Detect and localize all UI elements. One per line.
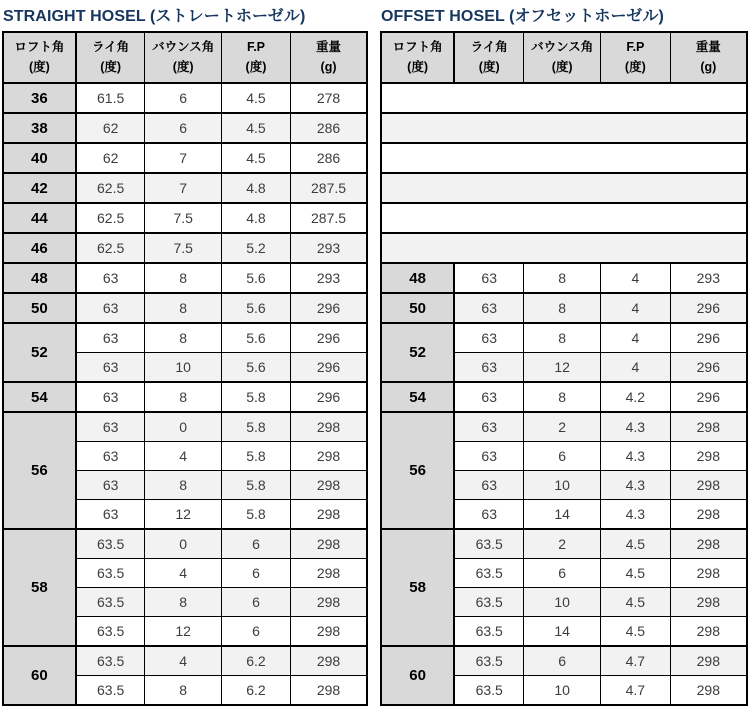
- empty-row: [381, 143, 747, 173]
- spec-cell-bounce: 8: [524, 293, 601, 323]
- column-header-bounce: [524, 32, 601, 83]
- spec-cell-fp: 4.5: [221, 143, 290, 173]
- spec-cell-bounce: 10: [524, 676, 601, 706]
- spec-row: [3, 646, 367, 676]
- empty-row: [381, 83, 747, 113]
- spec-cell-fp: 5.8: [221, 471, 290, 500]
- spec-cell-bounce: 8: [145, 676, 221, 706]
- spec-row: [3, 113, 367, 143]
- spec-cell-lie: 63.5: [454, 617, 524, 647]
- spec-cell-fp: 4.5: [221, 83, 290, 113]
- spec-cell-weight: 298: [670, 676, 747, 706]
- spec-row: [3, 412, 367, 442]
- spec-cell-lie: 63: [454, 353, 524, 383]
- spec-cell-fp: 5.6: [221, 263, 290, 293]
- spec-cell-weight: 298: [670, 529, 747, 559]
- spec-cell-weight: 298: [670, 412, 747, 442]
- spec-row: [3, 233, 367, 263]
- spec-cell-lie: 63: [454, 382, 524, 412]
- column-header-loft: [381, 32, 454, 83]
- column-header-fp: [221, 32, 290, 83]
- spec-cell-fp: 5.6: [221, 293, 290, 323]
- spec-cell-bounce: 0: [145, 529, 221, 559]
- empty-row-cell: [381, 173, 747, 203]
- spec-row: [3, 143, 367, 173]
- spec-cell-weight: 298: [291, 646, 367, 676]
- column-unit: (度): [100, 60, 122, 74]
- spec-row: [3, 263, 367, 293]
- spec-cell-bounce: 8: [524, 263, 601, 293]
- spec-cell-bounce: 8: [145, 588, 221, 617]
- column-header-weight: [291, 32, 367, 83]
- empty-row-cell: [381, 113, 747, 143]
- spec-cell-fp: 6: [221, 529, 290, 559]
- column-label: ライ角: [470, 40, 508, 54]
- spec-cell-lie: 62: [76, 143, 145, 173]
- spec-cell-weight: 298: [670, 442, 747, 471]
- spec-cell-weight: 298: [670, 646, 747, 676]
- loft-cell: 46: [3, 233, 76, 263]
- spec-cell-weight: 298: [291, 412, 367, 442]
- column-label: 重量: [695, 40, 721, 54]
- column-label: F.P: [246, 40, 265, 54]
- spec-row: [3, 293, 367, 323]
- spec-cell-bounce: 12: [524, 353, 601, 383]
- spec-row: [3, 323, 367, 353]
- spec-cell-bounce: 6: [145, 83, 221, 113]
- spec-cell-lie: 63.5: [454, 559, 524, 588]
- column-header-fp: [601, 32, 671, 83]
- spec-cell-weight: 296: [291, 293, 367, 323]
- spec-cell-weight: 296: [291, 323, 367, 353]
- spec-cell-bounce: 7: [145, 173, 221, 203]
- spec-row: [3, 382, 367, 412]
- spec-cell-lie: 62.5: [76, 233, 145, 263]
- spec-cell-fp: 5.6: [221, 353, 290, 383]
- spec-cell-bounce: 8: [145, 471, 221, 500]
- spec-row: [3, 173, 367, 203]
- spec-cell-lie: 63: [454, 293, 524, 323]
- loft-cell: 52: [381, 323, 454, 382]
- column-unit: (度): [172, 60, 194, 74]
- column-unit: (度): [624, 60, 646, 74]
- spec-cell-bounce: 8: [145, 263, 221, 293]
- column-label: ロフト角: [14, 40, 65, 54]
- spec-cell-weight: 296: [670, 353, 747, 383]
- column-unit: (度): [478, 60, 500, 74]
- spec-row: [381, 263, 747, 293]
- spec-cell-weight: 298: [291, 559, 367, 588]
- spec-cell-weight: 296: [670, 382, 747, 412]
- loft-cell: 58: [381, 529, 454, 646]
- spec-cell-weight: 287.5: [291, 173, 367, 203]
- loft-cell: 56: [3, 412, 76, 529]
- straight-hosel-table: [2, 31, 368, 706]
- loft-cell: 54: [381, 382, 454, 412]
- spec-cell-fp: 6.2: [221, 646, 290, 676]
- spec-cell-lie: 62.5: [76, 203, 145, 233]
- spec-cell-bounce: 8: [524, 323, 601, 353]
- loft-cell: 60: [3, 646, 76, 705]
- spec-cell-fp: 4.8: [221, 173, 290, 203]
- column-header-bounce: [145, 32, 221, 83]
- spec-row: [381, 412, 747, 442]
- loft-cell: 48: [381, 263, 454, 293]
- loft-cell: 48: [3, 263, 76, 293]
- straight-hosel-title: STRAIGHT HOSEL (ストレートホーゼル): [3, 8, 306, 25]
- spec-cell-fp: 6: [221, 617, 290, 647]
- spec-cell-weight: 293: [670, 263, 747, 293]
- spec-cell-fp: 4.3: [601, 442, 671, 471]
- column-unit: (度): [407, 60, 428, 74]
- spec-cell-lie: 63: [76, 263, 145, 293]
- spec-cell-bounce: 8: [145, 293, 221, 323]
- spec-cell-bounce: 4: [145, 442, 221, 471]
- spec-cell-bounce: 10: [524, 588, 601, 617]
- empty-row-cell: [381, 143, 747, 173]
- spec-cell-weight: 298: [291, 529, 367, 559]
- spec-cell-lie: 63: [76, 412, 145, 442]
- spec-cell-lie: 61.5: [76, 83, 145, 113]
- straight-hosel-panel: [2, 3, 368, 706]
- spec-row: [381, 293, 747, 323]
- spec-cell-bounce: 14: [524, 617, 601, 647]
- header-row: [3, 32, 367, 83]
- spec-row: [381, 323, 747, 353]
- spec-cell-bounce: 2: [524, 412, 601, 442]
- spec-cell-bounce: 10: [524, 471, 601, 500]
- spec-cell-lie: 63.5: [76, 529, 145, 559]
- empty-row: [381, 113, 747, 143]
- spec-cell-weight: 278: [291, 83, 367, 113]
- spec-cell-lie: 62: [76, 113, 145, 143]
- column-header-lie: [76, 32, 145, 83]
- spec-cell-weight: 296: [291, 382, 367, 412]
- spec-cell-bounce: 8: [524, 382, 601, 412]
- spec-cell-bounce: 10: [145, 353, 221, 383]
- spec-cell-fp: 5.8: [221, 412, 290, 442]
- spec-cell-fp: 4.3: [601, 412, 671, 442]
- spec-cell-lie: 63: [76, 471, 145, 500]
- spec-cell-fp: 4.3: [601, 471, 671, 500]
- column-label: 重量: [316, 40, 342, 54]
- spec-cell-fp: 4.5: [601, 588, 671, 617]
- spec-cell-bounce: 6: [145, 113, 221, 143]
- loft-cell: 60: [381, 646, 454, 705]
- column-unit: (g): [700, 60, 717, 74]
- spec-cell-lie: 63: [454, 471, 524, 500]
- spec-cell-bounce: 2: [524, 529, 601, 559]
- spec-cell-bounce: 4: [145, 559, 221, 588]
- spec-cell-weight: 298: [670, 617, 747, 647]
- spec-cell-lie: 63: [76, 500, 145, 530]
- empty-row-cell: [381, 203, 747, 233]
- spec-cell-bounce: 4: [145, 646, 221, 676]
- spec-cell-lie: 63: [76, 323, 145, 353]
- spec-cell-fp: 4.3: [601, 500, 671, 530]
- spec-cell-bounce: 0: [145, 412, 221, 442]
- spec-row: [3, 203, 367, 233]
- empty-row: [381, 203, 747, 233]
- loft-cell: 36: [3, 83, 76, 113]
- spec-cell-lie: 63: [454, 323, 524, 353]
- column-label: バウンス角: [152, 40, 215, 54]
- column-label: バウンス角: [531, 40, 594, 54]
- spec-cell-weight: 298: [291, 442, 367, 471]
- column-unit: (度): [28, 60, 50, 74]
- spec-cell-fp: 5.8: [221, 442, 290, 471]
- spec-cell-lie: 63.5: [454, 646, 524, 676]
- spec-cell-fp: 4.8: [221, 203, 290, 233]
- spec-row: [381, 382, 747, 412]
- spec-cell-bounce: 7.5: [145, 203, 221, 233]
- loft-cell: 38: [3, 113, 76, 143]
- spec-cell-lie: 63.5: [76, 617, 145, 647]
- header-row: [381, 32, 747, 83]
- spec-cell-lie: 63: [454, 412, 524, 442]
- spec-cell-bounce: 8: [145, 323, 221, 353]
- spec-cell-lie: 63: [454, 263, 524, 293]
- spec-cell-weight: 286: [291, 113, 367, 143]
- spec-cell-weight: 286: [291, 143, 367, 173]
- spec-cell-fp: 4.7: [601, 676, 671, 706]
- loft-cell: 42: [3, 173, 76, 203]
- loft-cell: 40: [3, 143, 76, 173]
- spec-cell-fp: 6.2: [221, 676, 290, 706]
- spec-cell-weight: 298: [291, 617, 367, 647]
- spec-cell-fp: 4: [601, 263, 671, 293]
- spec-cell-weight: 287.5: [291, 203, 367, 233]
- spec-cell-bounce: 6: [524, 442, 601, 471]
- column-unit: (度): [245, 60, 267, 74]
- spec-cell-bounce: 14: [524, 500, 601, 530]
- spec-cell-lie: 63.5: [76, 676, 145, 706]
- column-label: F.P: [626, 40, 645, 54]
- spec-cell-bounce: 12: [145, 500, 221, 530]
- spec-cell-fp: 5.8: [221, 382, 290, 412]
- spec-cell-fp: 6: [221, 588, 290, 617]
- loft-cell: 54: [3, 382, 76, 412]
- spec-cell-lie: 63: [454, 442, 524, 471]
- spec-cell-weight: 296: [291, 353, 367, 383]
- loft-cell: 44: [3, 203, 76, 233]
- empty-row: [381, 233, 747, 263]
- spec-cell-weight: 298: [670, 559, 747, 588]
- spec-cell-lie: 63: [76, 442, 145, 471]
- spec-cell-fp: 4: [601, 323, 671, 353]
- spec-cell-lie: 63: [454, 500, 524, 530]
- spec-cell-lie: 63: [76, 382, 145, 412]
- spec-cell-fp: 4.5: [601, 617, 671, 647]
- spec-cell-fp: 4: [601, 293, 671, 323]
- spec-cell-lie: 63.5: [76, 646, 145, 676]
- spec-row: [3, 529, 367, 559]
- offset-hosel-panel: [380, 3, 748, 706]
- empty-row-cell: [381, 233, 747, 263]
- spec-cell-fp: 5.2: [221, 233, 290, 263]
- spec-row: [381, 529, 747, 559]
- spec-cell-weight: 293: [291, 233, 367, 263]
- spec-cell-weight: 293: [291, 263, 367, 293]
- spec-cell-fp: 6: [221, 559, 290, 588]
- spec-cell-weight: 296: [670, 293, 747, 323]
- spec-cell-weight: 298: [670, 500, 747, 530]
- column-label: ライ角: [92, 40, 130, 54]
- spec-cell-bounce: 7.5: [145, 233, 221, 263]
- column-unit: (度): [551, 60, 573, 74]
- column-unit: (g): [320, 60, 337, 74]
- offset-hosel-title: OFFSET HOSEL (オフセットホーゼル): [381, 8, 664, 25]
- spec-cell-lie: 62.5: [76, 173, 145, 203]
- spec-cell-fp: 5.6: [221, 323, 290, 353]
- column-header-weight: [670, 32, 747, 83]
- spec-cell-fp: 4.5: [221, 113, 290, 143]
- spec-cell-fp: 4: [601, 353, 671, 383]
- spec-cell-fp: 4.2: [601, 382, 671, 412]
- loft-cell: 52: [3, 323, 76, 382]
- spec-cell-weight: 298: [291, 588, 367, 617]
- loft-cell: 50: [381, 293, 454, 323]
- loft-cell: 56: [381, 412, 454, 529]
- column-header-loft: [3, 32, 76, 83]
- loft-cell: 50: [3, 293, 76, 323]
- spec-cell-weight: 298: [291, 676, 367, 706]
- spec-cell-weight: 298: [291, 471, 367, 500]
- spec-cell-lie: 63: [76, 293, 145, 323]
- spec-cell-fp: 4.5: [601, 559, 671, 588]
- spec-cell-weight: 298: [291, 500, 367, 530]
- spec-cell-lie: 63.5: [454, 588, 524, 617]
- spec-row: [381, 646, 747, 676]
- spec-cell-weight: 298: [670, 471, 747, 500]
- empty-row-cell: [381, 83, 747, 113]
- spec-cell-bounce: 12: [145, 617, 221, 647]
- spec-cell-fp: 5.8: [221, 500, 290, 530]
- column-label: ロフト角: [392, 40, 443, 54]
- spec-cell-lie: 63.5: [454, 676, 524, 706]
- spec-cell-lie: 63.5: [454, 529, 524, 559]
- spec-cell-bounce: 6: [524, 646, 601, 676]
- spec-cell-bounce: 7: [145, 143, 221, 173]
- spec-cell-weight: 296: [670, 323, 747, 353]
- loft-cell: 58: [3, 529, 76, 646]
- spec-cell-weight: 298: [670, 588, 747, 617]
- offset-hosel-table: [380, 31, 748, 706]
- spec-row: [3, 83, 367, 113]
- spec-cell-fp: 4.7: [601, 646, 671, 676]
- spec-cell-lie: 63.5: [76, 588, 145, 617]
- spec-cell-bounce: 6: [524, 559, 601, 588]
- column-header-lie: [454, 32, 524, 83]
- spec-cell-bounce: 8: [145, 382, 221, 412]
- empty-row: [381, 173, 747, 203]
- spec-cell-fp: 4.5: [601, 529, 671, 559]
- spec-cell-lie: 63: [76, 353, 145, 383]
- spec-cell-lie: 63.5: [76, 559, 145, 588]
